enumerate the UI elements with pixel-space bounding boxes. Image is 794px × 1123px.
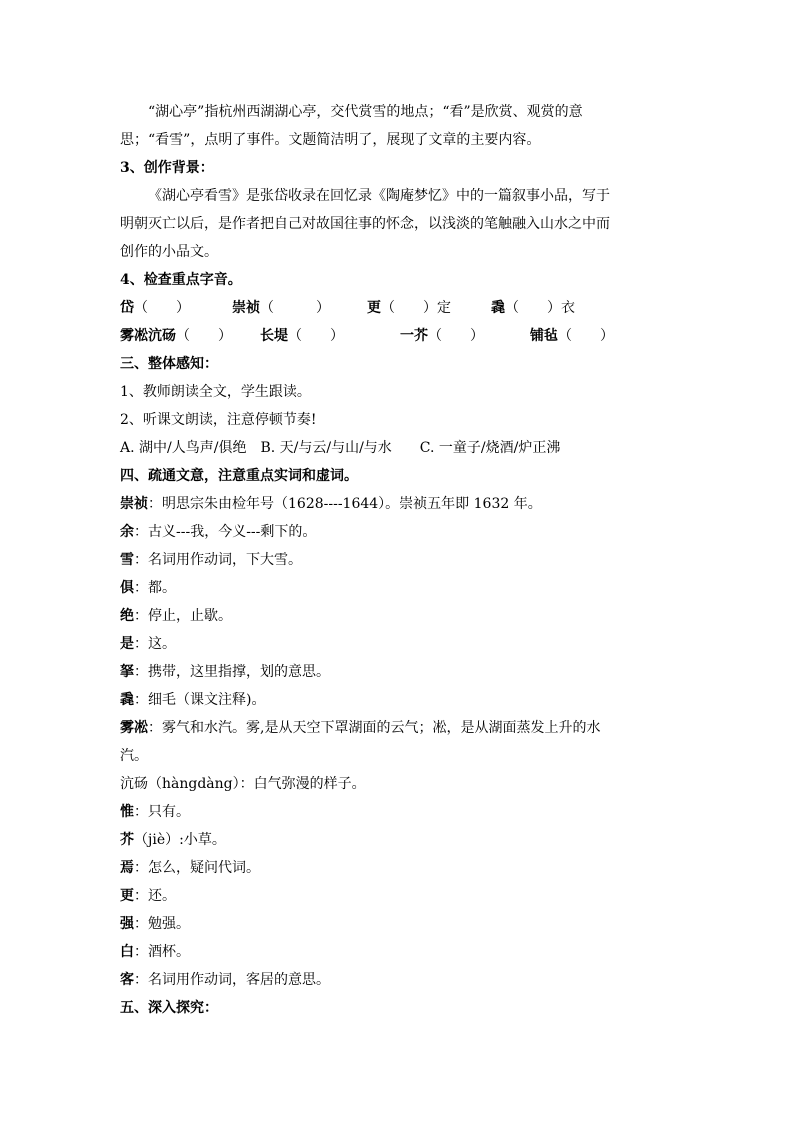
vocab-entry: 余：古义---我，今义---剩下的。 [120, 524, 317, 540]
vocab-entry: 俱：都。 [120, 580, 176, 596]
section-heading: 五、深入探究： [120, 1000, 218, 1016]
pronunciation-item: 崇祯（ ） [232, 300, 330, 316]
list-item: 2、听课文朗读，注意停顿节奏! [120, 412, 317, 428]
paragraph-line: 《湖心亭看雪》是张岱收录在回忆录《陶庵梦忆》中的一篇叙事小品，写于 [148, 188, 610, 204]
pronunciation-item: 岱（ ） [120, 300, 190, 316]
section-heading: 三、整体感知： [120, 356, 218, 372]
paragraph-line: 思；“看雪”，点明了事件。文题简洁明了，展现了文章的主要内容。 [120, 132, 541, 148]
section-heading: 3、创作背景： [120, 160, 214, 176]
pronunciation-item: 长堤（ ） [260, 328, 344, 344]
vocab-entry: 绝：停止，止歇。 [120, 608, 232, 624]
vocab-entry: 白：酒杯。 [120, 944, 190, 960]
list-item: A. 湖中/人鸟声/俱绝 B. 天/与云/与山/与水 C. 一童子/烧酒/炉正沸 [120, 440, 561, 456]
vocab-entry: 雪：名词用作动词，下大雪。 [120, 552, 302, 568]
vocab-entry: 是：这。 [120, 636, 176, 652]
vocab-entry: 毳：细毛（课文注释)。 [120, 692, 266, 708]
pronunciation-item: 铺毡（ ） [530, 328, 614, 344]
vocab-entry: 沆砀（hàngdàng）：白气弥漫的样子。 [120, 776, 366, 792]
pronunciation-row [120, 294, 680, 322]
vocab-entry: 崇祯：明思宗朱由检年号（1628----1644）。崇祯五年即 1632 年。 [120, 496, 542, 512]
section-heading: 4、检查重点字音。 [120, 272, 242, 288]
paragraph-line: 明朝灭亡以后，是作者把自己对故国往事的怀念，以浅淡的笔触融入山水之中而 [120, 216, 610, 232]
pronunciation-item: 雾凇沆砀（ ） [120, 328, 232, 344]
list-item: 1、教师朗读全文，学生跟读。 [120, 384, 311, 400]
paragraph-line: 创作的小品文。 [120, 244, 218, 260]
pronunciation-row [120, 322, 680, 350]
vocab-entry: 更：还。 [120, 888, 176, 904]
vocab-entry: 雾凇：雾气和水汽。雾,是从天空下罩湖面的云气；凇，是从湖面蒸发上升的水 [120, 720, 601, 736]
pronunciation-item: 一芥（ ） [400, 328, 484, 344]
paragraph-line: “湖心亭”指杭州西湖湖心亭，交代赏雪的地点；“看”是欣赏、观赏的意 [148, 104, 583, 120]
vocab-entry: 惟：只有。 [120, 804, 190, 820]
vocab-entry: 芥（jiè）:小草。 [120, 832, 226, 848]
section-heading: 四、疏通文意，注意重点实词和虚词。 [120, 468, 358, 484]
vocab-entry: 强：勉强。 [120, 916, 190, 932]
vocab-entry: 客：名词用作动词，客居的意思。 [120, 972, 330, 988]
vocab-entry: 焉：怎么，疑问代词。 [120, 860, 260, 876]
pronunciation-item: 毳（ ）衣 [491, 300, 575, 316]
document-page [120, 98, 680, 1022]
vocab-entry: 拏：携带，这里指撑，划的意思。 [120, 664, 330, 680]
vocab-entry-continuation: 汽。 [120, 748, 148, 764]
pronunciation-item: 更（ ）定 [367, 300, 451, 316]
